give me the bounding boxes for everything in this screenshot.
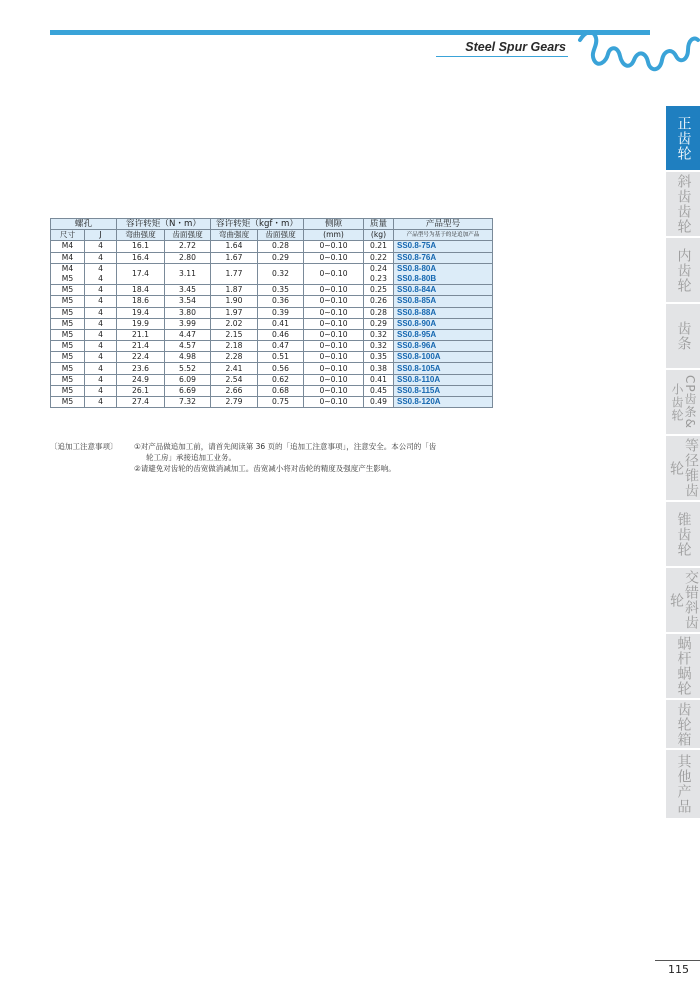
cell-bending-kgf: 2.66 [211,385,258,396]
cell-mass: 0.35 [364,352,394,363]
cell-catalog-code[interactable]: SS0.8-105A [394,363,493,374]
cell-size: M5 [51,318,85,329]
cell-catalog-code[interactable]: SS0.8-95A [394,329,493,340]
cell-surface-nm: 4.98 [165,352,211,363]
cell-bending-kgf: 1.77 [211,263,258,284]
cell-size: M4 [51,241,85,252]
tab-spur-gears[interactable]: 正齿轮 [666,106,700,170]
header-j: J [85,230,117,241]
table-row [51,252,493,263]
header-bending-nm: 弯曲强度 [117,230,165,241]
cell-bending-kgf: 2.41 [211,363,258,374]
header-bending-kgf: 弯曲强度 [211,230,258,241]
cell-surface-nm: 4.47 [165,329,211,340]
cell-surface-nm: 2.72 [165,241,211,252]
cell-catalog-code[interactable]: SS0.8-110A [394,374,493,385]
cell-surface-kgf: 0.75 [258,397,304,408]
cell-bending-kgf: 2.15 [211,329,258,340]
cell-j: 4 [85,363,117,374]
cell-surface-nm: 4.57 [165,341,211,352]
header-backlash: 侧隙 [304,219,364,230]
cell-surface-nm: 6.69 [165,385,211,396]
cell-size: M5 [51,363,85,374]
cell-surface-nm: 7.32 [165,397,211,408]
cell-backlash: 0~0.10 [304,318,364,329]
page-section-title: Steel Spur Gears [465,40,566,54]
tab-bevel-gears[interactable]: 锥齿轮 [666,502,700,566]
cell-surface-nm: 3.99 [165,318,211,329]
cell-surface-kgf: 0.46 [258,329,304,340]
table-row [51,318,493,329]
notes-label: 〔追加工注意事项〕 [50,442,118,451]
cell-j: 4 [85,397,117,408]
cell-mass: 0.32 [364,329,394,340]
header-size: 尺寸 [51,230,85,241]
spec-table [50,218,493,408]
cell-bending-nm: 16.1 [117,241,165,252]
title-underline [436,56,568,57]
note-2: ②请避免对齿轮的齿宽做消减加工。齿宽减小将对齿轮的精度及强度产生影响。 [134,464,396,473]
cell-mass: 0.28 [364,307,394,318]
cell-surface-nm: 3.11 [165,263,211,284]
header-torque-kgf: 容许转矩（kgf・m） [211,219,304,230]
cell-mass: 0.21 [364,241,394,252]
cell-bending-kgf: 2.54 [211,374,258,385]
tab-other-products[interactable]: 其他产品 [666,750,700,818]
cell-surface-nm: 5.52 [165,363,211,374]
cell-mass: 0.45 [364,385,394,396]
cell-surface-nm: 3.45 [165,285,211,296]
cell-catalog-code[interactable]: SS0.8-115A [394,385,493,396]
cell-bending-nm: 24.9 [117,374,165,385]
header-surface-nm: 齿面强度 [165,230,211,241]
cell-bending-nm: 19.9 [117,318,165,329]
cell-size: M5 [51,296,85,307]
cell-j: 4 [85,285,117,296]
cell-catalog-code[interactable]: SS0.8-96A [394,341,493,352]
table-row [51,296,493,307]
cell-catalog-code[interactable]: SS0.8-75A [394,241,493,252]
cell-bending-kgf: 2.79 [211,397,258,408]
tab-worm-gears[interactable]: 蜗杆蜗轮 [666,634,700,698]
cell-catalog-code[interactable]: SS0.8-84A [394,285,493,296]
cell-backlash: 0~0.10 [304,307,364,318]
cell-catalog-code[interactable]: SS0.8-90A [394,318,493,329]
cell-j: 4 4 [85,263,117,284]
cell-surface-kgf: 0.35 [258,285,304,296]
cell-catalog-code[interactable]: SS0.8-76A [394,252,493,263]
cell-j: 4 [85,296,117,307]
header-mass: 质量 [364,219,394,230]
cell-mass: 0.49 [364,397,394,408]
cell-bending-kgf: 2.18 [211,341,258,352]
cell-bending-nm: 26.1 [117,385,165,396]
cell-size: M5 [51,285,85,296]
cell-bending-kgf: 1.97 [211,307,258,318]
cell-catalog-code[interactable]: SS0.8-88A [394,307,493,318]
tab-miter-gears[interactable]: 等径锥齿轮 [668,438,699,498]
table-row [51,241,493,252]
cell-mass: 0.32 [364,341,394,352]
table-row [51,263,493,284]
cell-bending-nm: 18.6 [117,296,165,307]
cell-backlash: 0~0.10 [304,263,364,284]
cell-backlash: 0~0.10 [304,252,364,263]
cell-j: 4 [85,241,117,252]
cell-bending-kgf: 1.87 [211,285,258,296]
header-torque-nm: 容许转矩（N・m） [117,219,211,230]
header-rule [50,30,650,35]
cell-bending-nm: 27.4 [117,397,165,408]
cell-mass: 0.38 [364,363,394,374]
cell-backlash: 0~0.10 [304,352,364,363]
cell-mass: 0.29 [364,318,394,329]
note-1-line-1: ①对产品做追加工前，请首先阅读第 36 页的「追加工注意事项」，注意安全。本公司的「齿 [134,442,437,451]
tab-racks[interactable]: 齿条 [666,304,700,368]
cell-mass: 0.22 [364,252,394,263]
cell-backlash: 0~0.10 [304,397,364,408]
cell-backlash: 0~0.10 [304,363,364,374]
cell-backlash: 0~0.10 [304,329,364,340]
cell-j: 4 [85,252,117,263]
header-backlash-unit: (mm) [304,230,364,241]
cell-bending-kgf: 2.28 [211,352,258,363]
table-row [51,397,493,408]
cell-surface-kgf: 0.56 [258,363,304,374]
cell-backlash: 0~0.10 [304,374,364,385]
cell-surface-nm: 3.54 [165,296,211,307]
cell-j: 4 [85,329,117,340]
cell-catalog-code[interactable]: SS0.8-100A [394,352,493,363]
header-surface-kgf: 齿面强度 [258,230,304,241]
table-row [51,374,493,385]
cell-catalog-code[interactable]: SS0.8-85A [394,296,493,307]
cell-size: M5 [51,374,85,385]
table-row [51,363,493,374]
cell-backlash: 0~0.10 [304,385,364,396]
cell-bending-nm: 23.6 [117,363,165,374]
cell-size: M5 [51,307,85,318]
cell-mass: 0.41 [364,374,394,385]
cell-mass: 0.26 [364,296,394,307]
cell-catalog-code[interactable]: SS0.8-120A [394,397,493,408]
cell-mass: 0.24 0.23 [364,263,394,284]
cell-mass: 0.25 [364,285,394,296]
cell-j: 4 [85,374,117,385]
header-bolt-hole: 螺孔 [51,219,117,230]
tab-internal-gears[interactable]: 内齿轮 [666,238,700,302]
cell-surface-kgf: 0.68 [258,385,304,396]
cell-surface-kgf: 0.51 [258,352,304,363]
cell-catalog-code[interactable]: SS0.8-80A SS0.8-80B [394,263,493,284]
tab-gearboxes[interactable]: 齿轮箱 [666,700,700,748]
cell-surface-kgf: 0.47 [258,341,304,352]
cell-bending-kgf: 1.67 [211,252,258,263]
cell-size: M5 [51,352,85,363]
cell-bending-nm: 19.4 [117,307,165,318]
cell-bending-nm: 22.4 [117,352,165,363]
tab-helical-gears[interactable]: 斜齿齿轮 [666,172,700,236]
cell-j: 4 [85,341,117,352]
cell-bending-nm: 21.1 [117,329,165,340]
cell-j: 4 [85,352,117,363]
cell-surface-kgf: 0.39 [258,307,304,318]
cell-backlash: 0~0.10 [304,241,364,252]
gear-teeth-icon [576,26,700,86]
cell-backlash: 0~0.10 [304,296,364,307]
page-number: 115 [668,963,689,976]
table-row [51,329,493,340]
table-row [51,385,493,396]
cell-surface-kgf: 0.28 [258,241,304,252]
cell-size: M5 [51,385,85,396]
cell-size: M5 [51,397,85,408]
cell-bending-nm: 18.4 [117,285,165,296]
cell-bending-nm: 17.4 [117,263,165,284]
cell-size: M5 [51,341,85,352]
table-row [51,285,493,296]
cell-surface-kgf: 0.32 [258,263,304,284]
tab-cp-racks-pinions[interactable]: CP齿条&小齿轮 [666,370,700,434]
header-catalog-note: 产品型号为基于的是追加产品 [394,230,493,241]
cell-size: M4 M5 [51,263,85,284]
table-row [51,352,493,363]
cell-surface-kgf: 0.29 [258,252,304,263]
cell-bending-nm: 21.4 [117,341,165,352]
cell-surface-kgf: 0.36 [258,296,304,307]
cell-bending-kgf: 2.02 [211,318,258,329]
cell-surface-nm: 2.80 [165,252,211,263]
cell-surface-kgf: 0.41 [258,318,304,329]
cell-j: 4 [85,318,117,329]
header-catalog: 产品型号 [394,219,493,230]
cell-bending-kgf: 1.90 [211,296,258,307]
cell-size: M5 [51,329,85,340]
cell-j: 4 [85,385,117,396]
cell-j: 4 [85,307,117,318]
table-row [51,307,493,318]
cell-size: M4 [51,252,85,263]
note-1-line-2: 轮工房」承接追加工业务。 [146,453,236,462]
cell-surface-kgf: 0.62 [258,374,304,385]
cell-bending-kgf: 1.64 [211,241,258,252]
header-mass-unit: (kg) [364,230,394,241]
page-number-rule [655,960,700,961]
cell-backlash: 0~0.10 [304,285,364,296]
cell-surface-nm: 6.09 [165,374,211,385]
tab-screw-gears[interactable]: 交错斜齿轮 [668,570,699,630]
cell-backlash: 0~0.10 [304,341,364,352]
table-row [51,341,493,352]
cell-bending-nm: 16.4 [117,252,165,263]
cell-surface-nm: 3.80 [165,307,211,318]
